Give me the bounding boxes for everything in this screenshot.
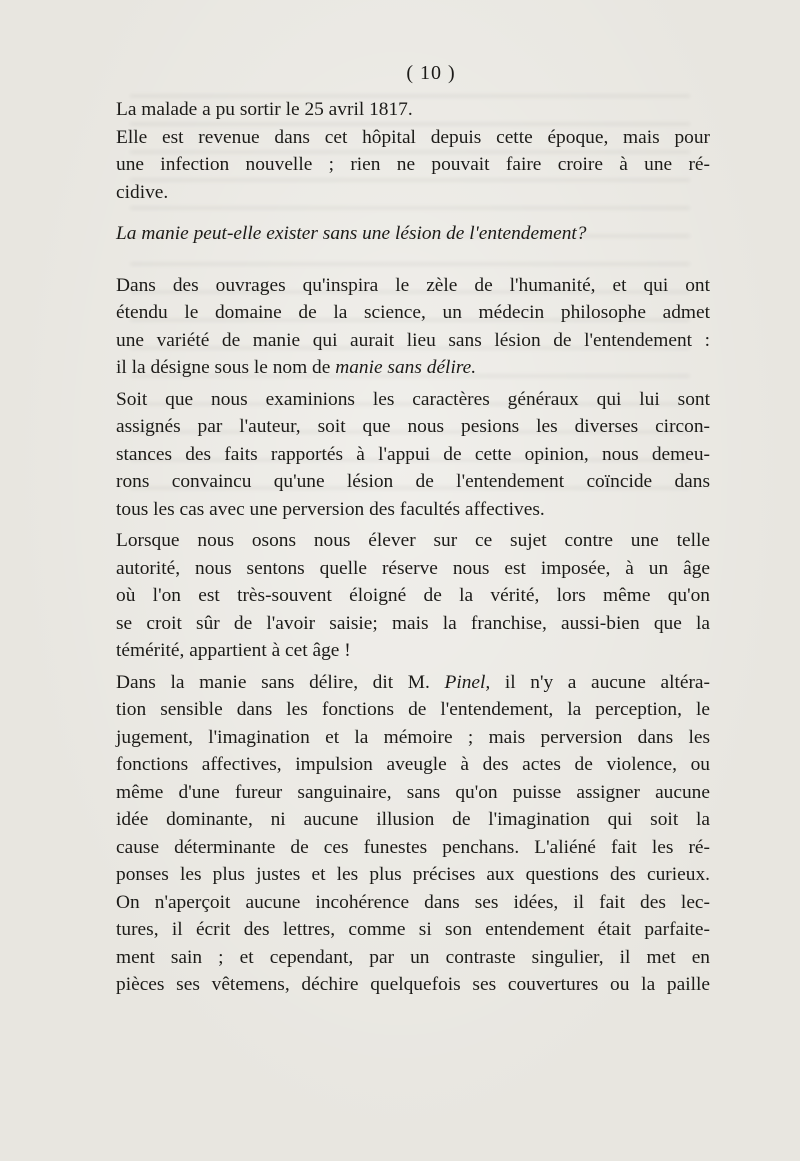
text-line: pièces ses vêtemens, déchire quelquefois ses couvertures ou la paille xyxy=(116,974,710,995)
text-line: ment sain ; et cependant, par un contraste singulier, il met en xyxy=(116,946,710,968)
text-line: une variété de manie qui aurait lieu sans lésion de l'entendement : xyxy=(116,329,710,351)
author-name: Pinel, xyxy=(444,671,491,693)
italic-term: manie sans délire. xyxy=(335,357,477,378)
text-line: tion sensible dans les fonctions de l'entendement, la perception, le xyxy=(116,699,710,720)
text-line: tures, il écrit des lettres, comme si son entendement était parfaite- xyxy=(116,919,710,940)
text-line: La malade a pu sortir le 25 avril 1817. xyxy=(116,99,413,120)
text-line: tous les cas avec une perversion des facultés affectives. xyxy=(116,498,545,520)
text-line: Soit que nous examinions les caractères généraux qui lui sont xyxy=(116,388,710,410)
text-fragment: Dans la manie sans délire, dit M. xyxy=(116,671,445,693)
text-line: assignés par l'auteur, soit que nous pesions les diverses circon- xyxy=(116,416,710,437)
text-line: jugement, l'imagination et la mémoire ; mais perversion dans les xyxy=(116,726,710,748)
text-line: fonctions affectives, impulsion aveugle à des actes de violence, ou xyxy=(116,754,710,775)
text-line: Dans des ouvrages qu'inspira le zèle de l'humanité, et qui ont xyxy=(116,274,710,296)
text-line: étendu le domaine de la science, un médecin philosophe admet xyxy=(116,302,710,323)
text-fragment: il la désigne sous le nom de xyxy=(116,357,336,378)
text-line: ponses les plus justes et les plus précises aux questions des curieux. xyxy=(116,864,710,885)
section-heading: La manie peut-elle exister sans une lésion de l'entendement? xyxy=(116,223,587,244)
text-line xyxy=(116,354,710,382)
text-line: cidive. xyxy=(116,181,169,203)
text-line: On n'aperçoit aucune incohérence dans ses idées, il fait des lec- xyxy=(116,891,710,913)
text-line: témérité, appartient à cet âge ! xyxy=(116,640,351,661)
text-line: où l'on est très-souvent éloigné de la vérité, lors même qu'on xyxy=(116,585,710,606)
text-line xyxy=(116,669,710,697)
text-line: autorité, nous sentons quelle réserve nous est imposée, à un âge xyxy=(116,557,710,579)
text-line: une infection nouvelle ; rien ne pouvait faire croire à une ré- xyxy=(116,154,710,175)
page-text xyxy=(116,60,710,999)
text-line: même d'une fureur sanguinaire, sans qu'on puisse assigner aucune xyxy=(116,781,710,803)
text-line: stances des faits rapportés à l'appui de cette opinion, nous demeu- xyxy=(116,443,710,465)
page-number: ( 10 ) xyxy=(406,62,456,84)
text-line: Lorsque nous osons nous élever sur ce sujet contre une telle xyxy=(116,530,710,551)
text-line: Elle est revenue dans cet hôpital depuis cette époque, mais pour xyxy=(116,126,710,148)
text-line: cause déterminante de ces funestes penchans. L'aliéné fait les ré- xyxy=(116,836,710,858)
text-line: idée dominante, ni aucune illusion de l'imagination qui soit la xyxy=(116,809,710,830)
text-fragment: il n'y a aucune altéra- xyxy=(490,671,710,693)
text-line: se croit sûr de l'avoir saisie; mais la franchise, aussi-bien que la xyxy=(116,612,710,634)
text-line: rons convaincu qu'une lésion de l'entendement coïncide dans xyxy=(116,471,710,492)
